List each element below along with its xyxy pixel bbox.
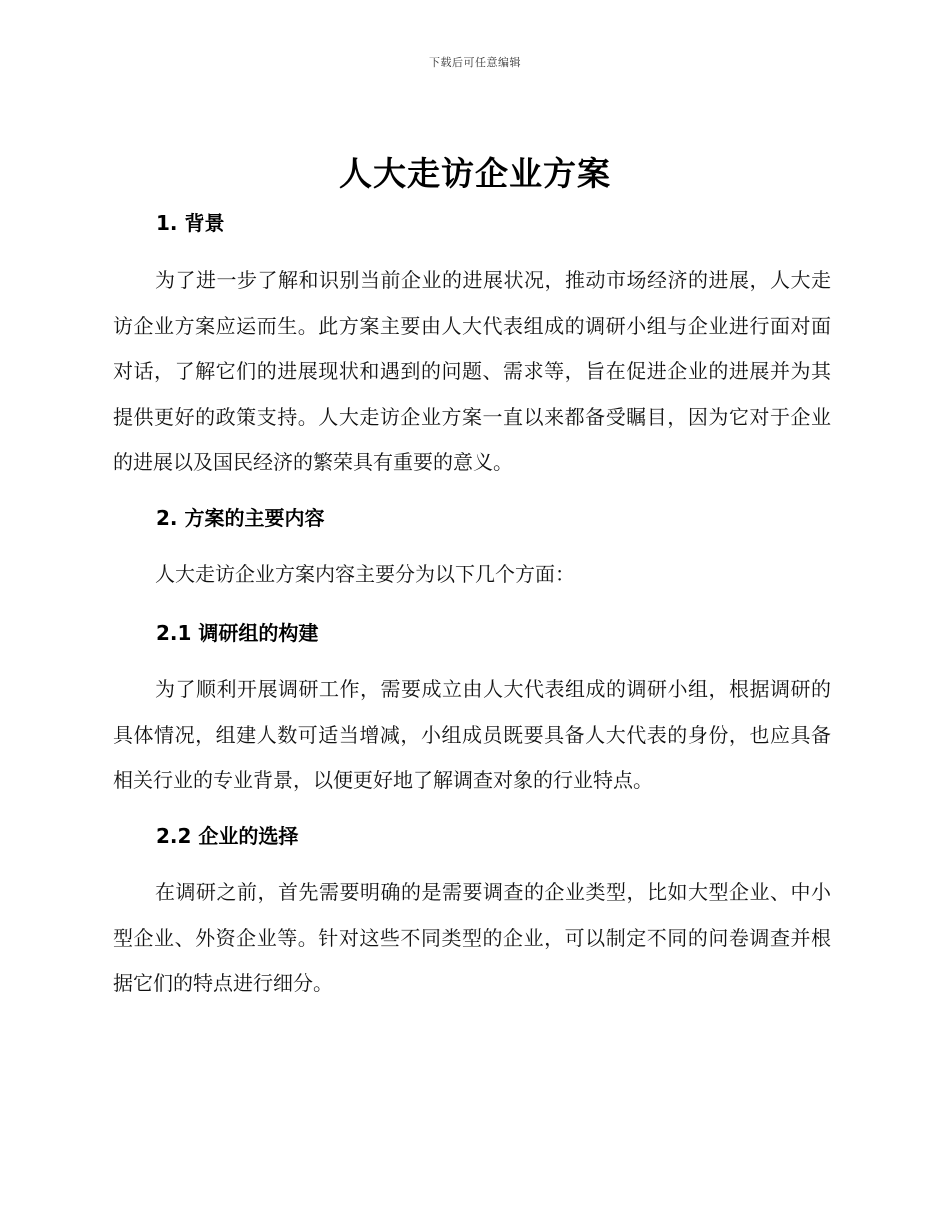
section-heading-enterprise-selection: 2.2 企业的选择	[156, 824, 299, 848]
header-note: 下载后可任意编辑	[429, 56, 521, 69]
section-heading-background: 1. 背景	[156, 211, 225, 235]
section-paragraph-main-content: 人大走访企业方案内容主要分为以下几个方面：	[155, 562, 575, 586]
section-heading-team-building: 2.1 调研组的构建	[156, 621, 319, 645]
section-paragraph-background: 为了进一步了解和识别当前企业的进展状况，推动市场经济的进展，人大走访企业方案应运而生。此方案主要由人大代表组成的调研小组与企业进行面对面对话，了解它们的进展现状和遇到的问题、需求等，旨在促进企业的进展并为其提供更好的政策支持。人大走访企业方案一直以来都备受瞩目，因为它对于企业的进展以及国民经济的繁荣具有重要的意义。	[113, 268, 831, 474]
section-heading-main-content: 2. 方案的主要内容	[156, 506, 325, 530]
section-paragraph-enterprise-selection: 在调研之前，首先需要明确的是需要调查的企业类型，比如大型企业、中小型企业、外资企业等。针对这些不同类型的企业，可以制定不同的问卷调查并根据它们的特点进行细分。	[113, 880, 831, 995]
section-paragraph-team-building: 为了顺利开展调研工作，需要成立由人大代表组成的调研小组，根据调研的具体情况，组建人数可适当增减，小组成员既要具备人大代表的身份，也应具备相关行业的专业背景，以便更好地了解调查对象的行业特点。	[113, 677, 831, 792]
document-title: 人大走访企业方案	[339, 154, 611, 193]
